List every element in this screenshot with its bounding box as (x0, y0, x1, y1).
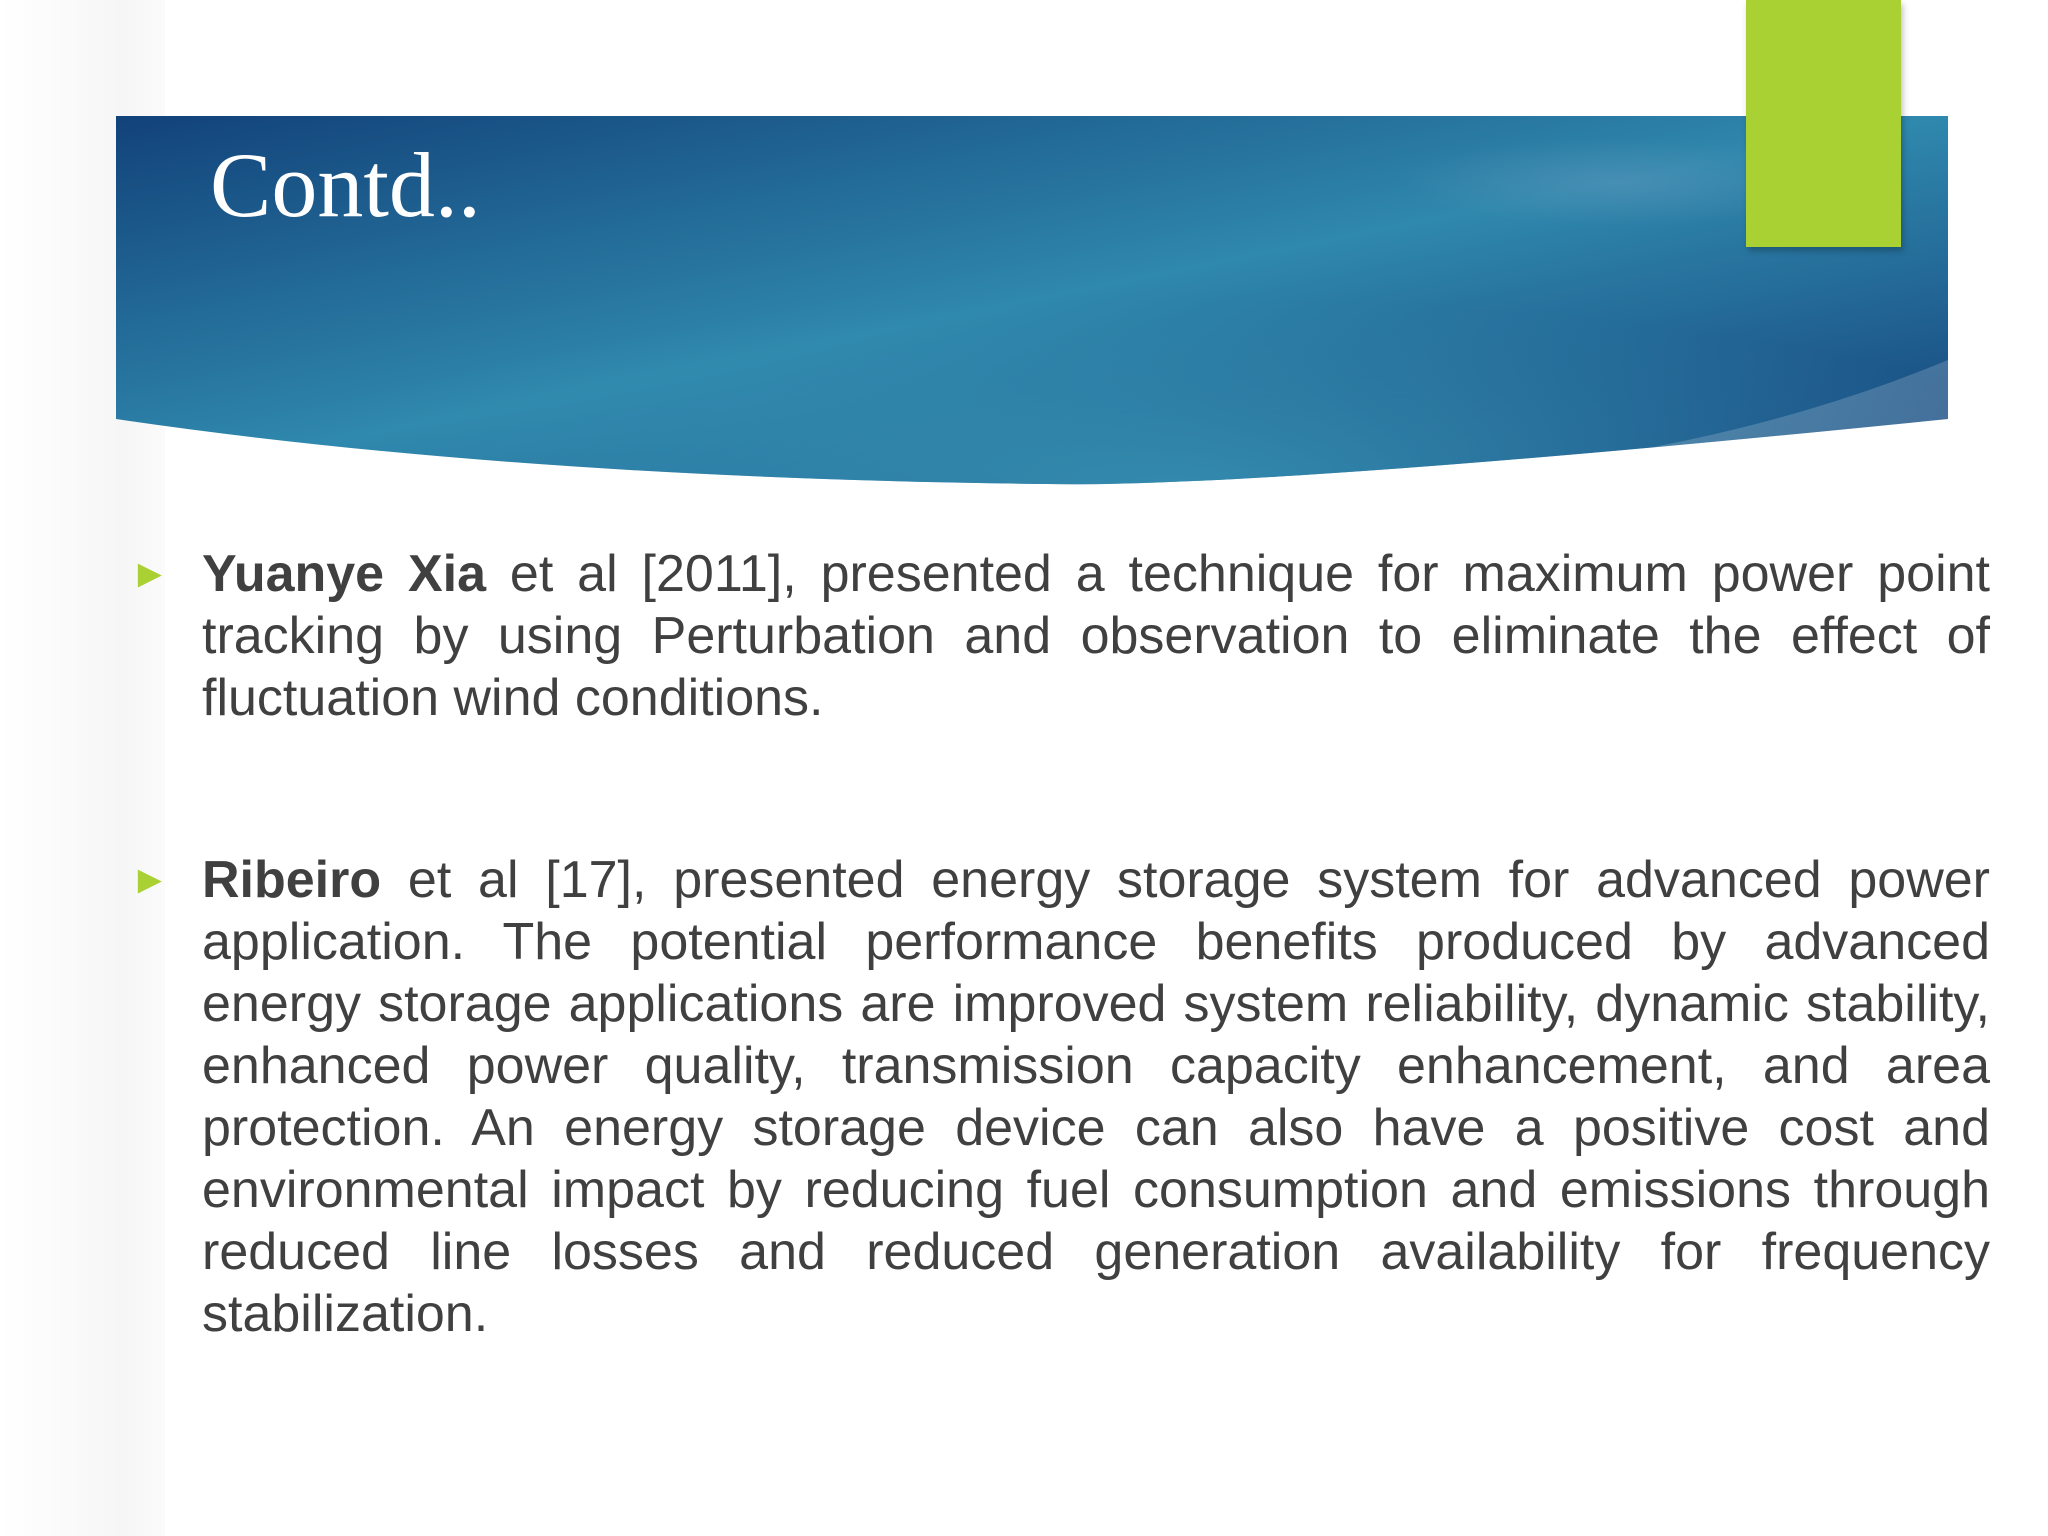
bullet-author: Ribeiro (202, 851, 382, 909)
bullet-text: et al [17], presented energy storage system for advanced power application. The potential performance benefits produced by advanced energy storage applications are improved system reliability, dynamic stability, enhanced power quality, transmission capacity enhancement, and area protection. An energy storage device can also have a positive cost and environmental impact by reducing fuel consumption and emissions through reduced line losses and reduced generation availability for frequency stabilization. (202, 851, 1990, 1343)
bullet-text: et al [2011], presented a technique for maximum power point tracking by using Perturbation and observation to eliminate the effect of fluctuation wind conditions. (202, 545, 1990, 727)
bullet-author: Yuanye Xia (202, 545, 487, 603)
slide-title: Contd.. (210, 134, 481, 236)
bullet-item (130, 543, 1990, 729)
bullet-list (130, 543, 1990, 1345)
accent-tab (1746, 0, 1901, 247)
triangle-bullet-icon: ► (130, 858, 170, 902)
triangle-bullet-icon: ► (130, 552, 170, 596)
bullet-item (130, 849, 1990, 1345)
